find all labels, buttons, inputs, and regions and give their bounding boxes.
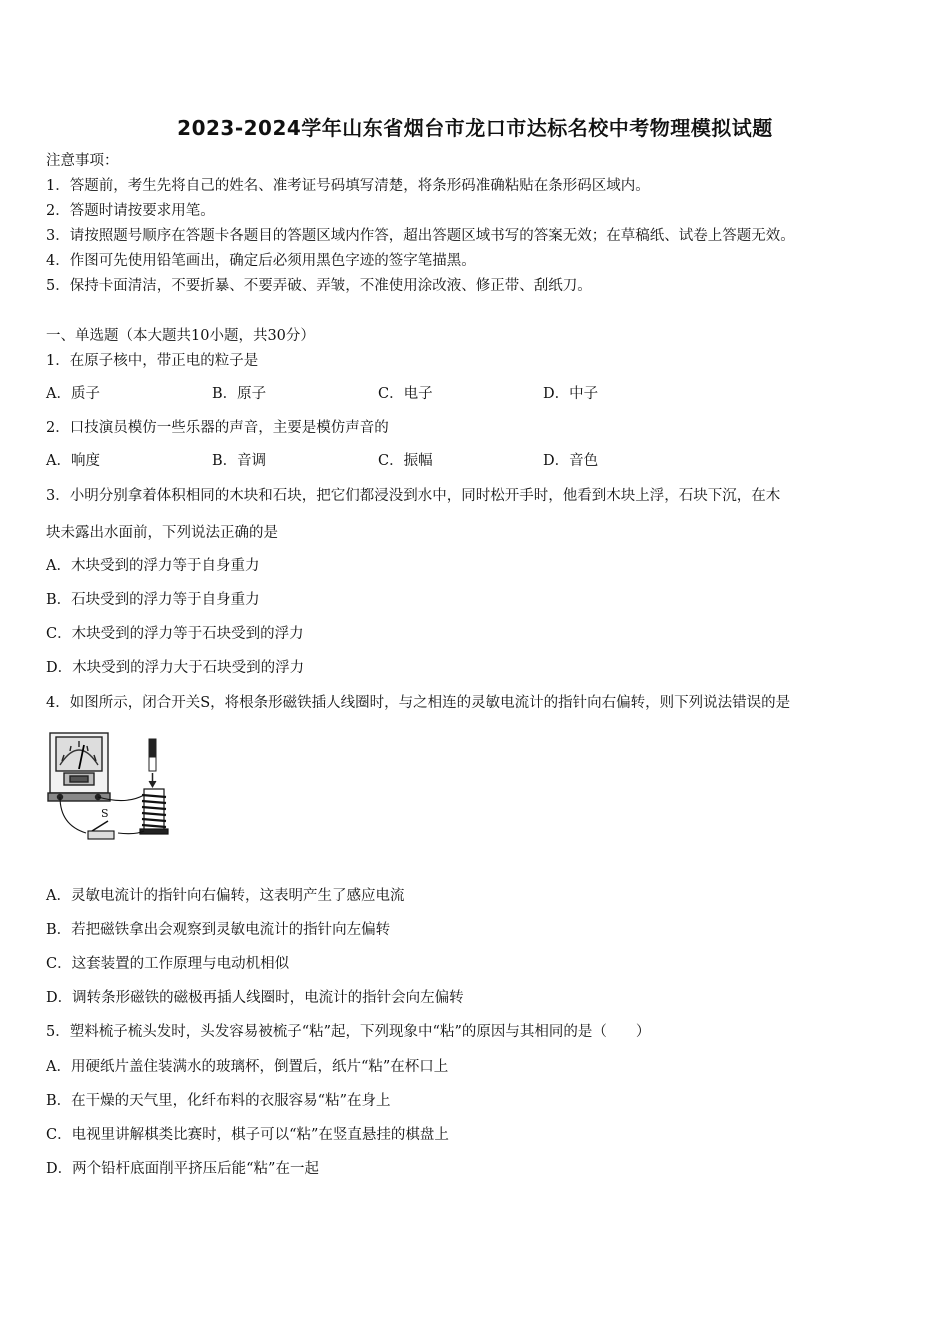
question-5-stem: 5．塑料梳子梳头发时，头发容易被梳子“粘”起，下列现象中“粘”的原因与其相同的是（ ） <box>46 1024 651 1040</box>
page-title: 2023-2024学年山东省烟台市龙口市达标名校中考物理模拟试题 <box>177 116 773 140</box>
section-heading: 一、单选题（本大题共10小题，共30分） <box>46 328 315 344</box>
notice-heading: 注意事项： <box>46 153 119 169</box>
question-5-option-a: A．用硬纸片盖住装满水的玻璃杯，倒置后，纸片“粘”在杯口上 <box>46 1059 449 1075</box>
question-2-stem: 2．口技演员模仿一些乐器的声音，主要是模仿声音的 <box>46 420 389 436</box>
question-4-option-b: B．若把磁铁拿出会观察到灵敏电流计的指针向左偏转 <box>46 922 391 938</box>
switch-icon <box>88 821 114 839</box>
question-3-option-b: B．石块受到的浮力等于自身重力 <box>46 592 260 608</box>
question-2-option-c: C．振幅 <box>378 453 433 469</box>
question-1-option-d: D．中子 <box>543 386 599 402</box>
question-1-option-c: C．电子 <box>378 386 433 402</box>
question-3-option-c: C．木块受到的浮力等于石块受到的浮力 <box>46 626 304 642</box>
notice-item: 2．答题时请按要求用笔。 <box>46 203 215 219</box>
question-4-stem: 4．如图所示，闭合开关S，将根条形磁铁插人线圈时，与之相连的灵敏电流计的指针向右偏转，则下列说法错误的是 <box>46 695 791 711</box>
question-1-option-a: A．质子 <box>46 386 100 402</box>
question-3-option-a: A．木块受到的浮力等于自身重力 <box>46 558 260 574</box>
question-3-option-d: D．木块受到的浮力大于石块受到的浮力 <box>46 660 305 676</box>
question-2-option-b: B．音调 <box>212 453 267 469</box>
bar-magnet-icon <box>149 739 156 787</box>
galvanometer-coil-figure <box>46 725 186 855</box>
question-3-stem-line-2: 块未露出水面前，下列说法正确的是 <box>46 525 278 541</box>
question-1-stem: 1．在原子核中，带正电的粒子是 <box>46 353 259 369</box>
question-4-option-a: A．灵敏电流计的指针向右偏转，这表明产生了感应电流 <box>46 888 405 904</box>
switch-label: S <box>101 807 109 820</box>
notice-item: 4．作图可先使用铅笔画出，确定后必须用黑色字迹的签字笔描黑。 <box>46 253 476 269</box>
question-5-option-c: C．电视里讲解棋类比赛时，棋子可以“粘”在竖直悬挂的棋盘上 <box>46 1127 449 1143</box>
question-4-option-c: C．这套装置的工作原理与电动机相似 <box>46 956 290 972</box>
coil-icon <box>140 789 168 834</box>
galvanometer-icon <box>48 733 110 801</box>
question-3-stem-line-1: 3．小明分别拿着体积相同的木块和石块，把它们都浸没到水中，同时松开手时，他看到木块上浮，石块下沉，在木 <box>46 488 781 504</box>
notice-item: 5．保持卡面清洁，不要折暴、不要弄破、弄皱，不准使用涂改液、修正带、刮纸刀。 <box>46 278 592 294</box>
notice-item: 1．答题前，考生先将自己的姓名、准考证号码填写清楚，将条形码准确粘贴在条形码区域内。 <box>46 178 650 194</box>
notice-item: 3．请按照题号顺序在答题卡各题目的答题区域内作答，超出答题区域书写的答案无效；在草稿纸、试卷上答题无效。 <box>46 228 795 244</box>
question-4-option-d: D．调转条形磁铁的磁极再插人线圈时，电流计的指针会向左偏转 <box>46 990 464 1006</box>
question-2-option-a: A．响度 <box>46 453 100 469</box>
question-2-option-d: D．音色 <box>543 453 599 469</box>
question-5-option-b: B．在干燥的天气里，化纤布料的衣服容易“粘”在身上 <box>46 1093 391 1109</box>
question-5-option-d: D．两个铅杆底面削平挤压后能“粘”在一起 <box>46 1161 319 1177</box>
question-1-option-b: B．原子 <box>212 386 267 402</box>
